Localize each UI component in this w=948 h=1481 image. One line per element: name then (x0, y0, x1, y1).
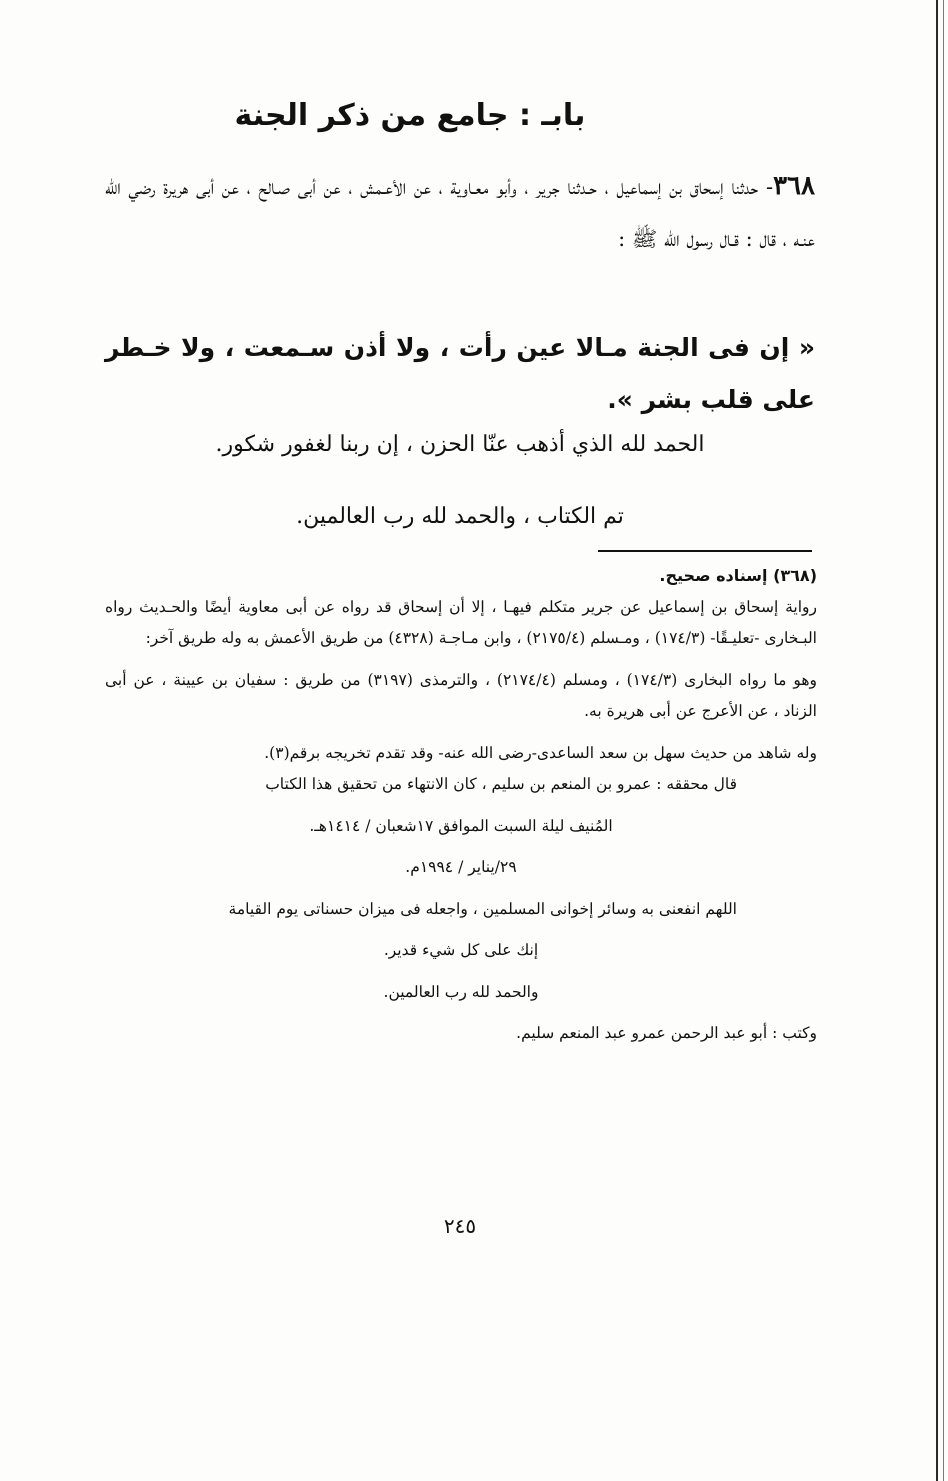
footnote-paragraph-6: ٢٩/يناير / ١٩٩٤م. (405, 858, 517, 876)
hadith-isnad-text: - حدثنا إسحاق بن إسماعيل ، حـدثنا جرير ، وأبو معـاوية ، عن الأعـمش ، عن أبى صـالح ، عن أبى هريرة رضي الله عنـه ، قال : قـال رسول الله ﷺ : (105, 175, 815, 251)
footnote-paragraph-3: وله شاهد من حديث سهل بن سعد الساعدى-رضى الله عنه- وقد تقدم تخريجه برقم(٣). (264, 743, 817, 762)
chapter-title: بابـ : جامع من ذكر الجنة (234, 98, 586, 133)
footnote-paragraph-5: المُنيف ليلة السبت الموافق ١٧شعبان / ١٤١٤هـ. (309, 816, 613, 835)
footnote-paragraph-2: وهو ما رواه البخارى (١٧٤/٣) ، ومسلم (٢١٧٤/٤) ، والترمذى (٣١٩٧) من طريق : سفيان بن عيينة ، عن أبى الزناد ، عن الأعرج عن أبى هريرة به. (105, 670, 817, 720)
page-number: ٢٤٥ (443, 1214, 477, 1238)
hadith-number: ٣٦٨ (773, 171, 815, 201)
footnote-paragraph-4: قال محققه : عمرو بن المنعم بن سليم ، كان الانتهاء من تحقيق هذا الكتاب (265, 775, 737, 793)
footnote-signature: وكتب : أبو عبد الرحمن عمرو عبد المنعم سليم. (516, 1024, 817, 1042)
closing-end-of-book: تم الكتاب ، والحمد لله رب العالمين. (296, 504, 624, 529)
footnotes-section (105, 560, 817, 1050)
footnote-paragraph-8: إنك على كل شيء قدير. (383, 941, 539, 959)
footnote-paragraph-7: اللهم انفعنى به وسائر إخوانى المسلمين ، واجعله فى ميزان حسناتى يوم القيامة (228, 899, 737, 918)
footnote-heading: (٣٦٨) إسناده صحيح. (659, 566, 817, 585)
footnote-paragraph-9: والحمد لله رب العالمين. (383, 982, 539, 1001)
scan-edge-line (936, 0, 938, 1481)
scan-edge-line-faint (943, 0, 944, 1481)
hadith-isnad (105, 160, 815, 265)
closing-praise: الحمد لله الذي أذهب عنّا الحزن ، إن ربنا لغفور شكور. (215, 432, 705, 457)
hadith-matn: « إن فى الجنة مـالا عين رأت ، ولا أذن سـمعت ، ولا خـطر على قلب بشر ». (105, 333, 815, 414)
footnote-divider (598, 550, 812, 552)
footnote-paragraph-1: رواية إسحاق بن إسماعيل عن جرير متكلم فيهـا ، إلا أن إسحاق قد رواه عن أبى معاوية أيضًا والحـديث رواه البـخارى -تعليـقًا- (١٧٤/٣) ، ومـسلم (٢١٧٥/٤) ، وابن مـاجـة (٤٣٢٨) من طريق الأعمش به وله طريق آخر: (105, 597, 817, 647)
